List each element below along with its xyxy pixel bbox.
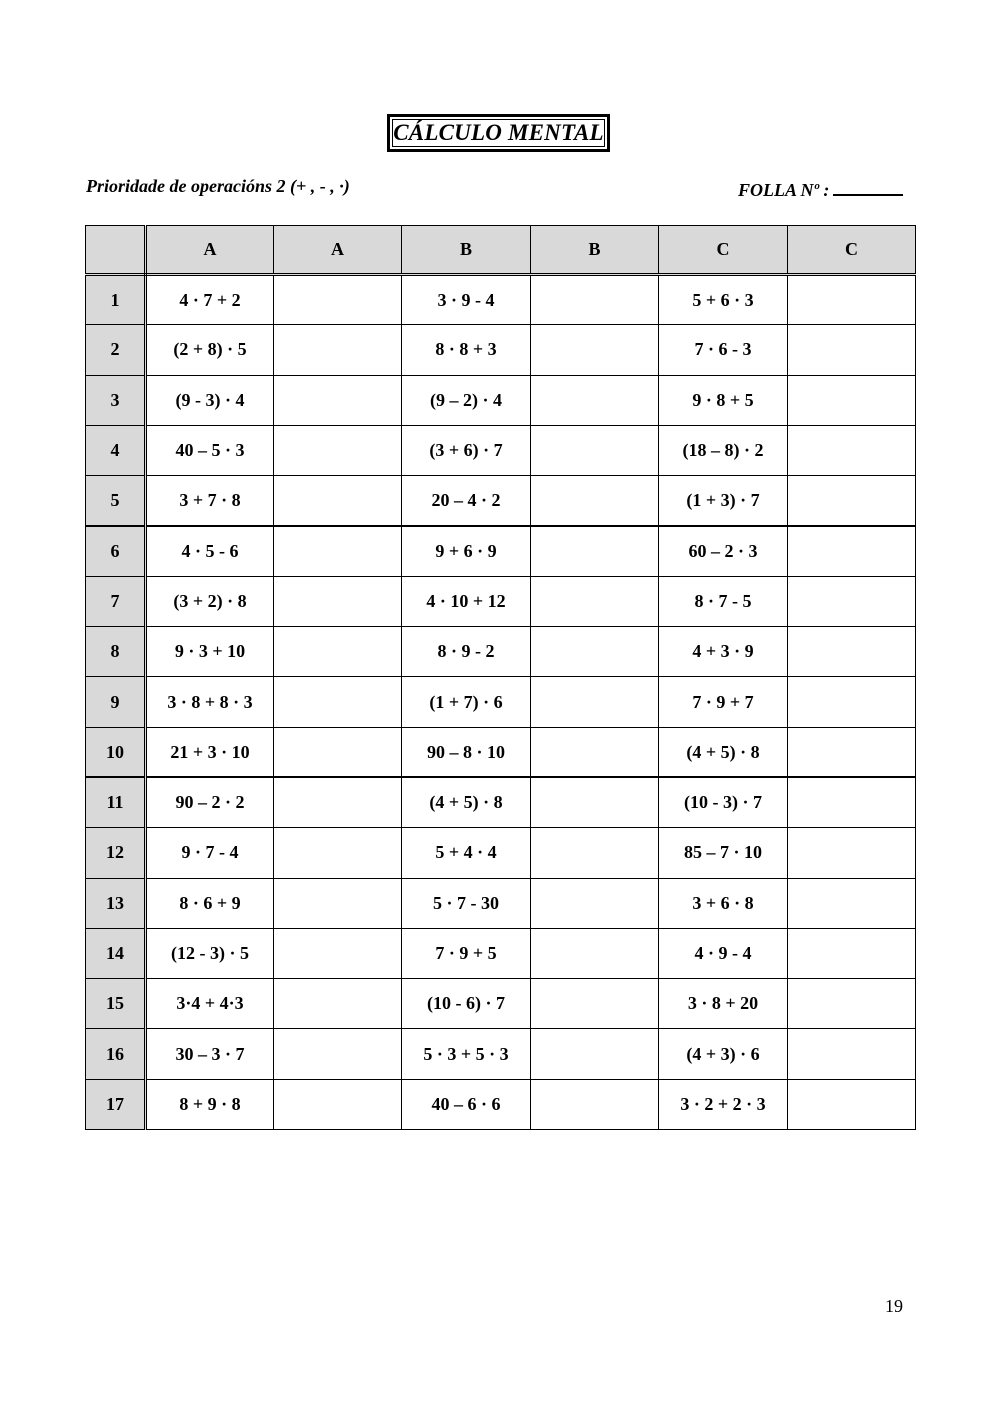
answer-c[interactable] <box>788 1079 916 1129</box>
expression-b: 20 – 4 · 2 <box>402 476 531 526</box>
table-row <box>86 375 916 425</box>
expression-c: 9 · 8 + 5 <box>659 375 788 425</box>
answer-a[interactable] <box>274 979 402 1029</box>
answer-b[interactable] <box>531 576 659 626</box>
answer-a[interactable] <box>274 425 402 475</box>
answer-c[interactable] <box>788 1029 916 1079</box>
table-row <box>86 1079 916 1129</box>
header-row <box>86 226 916 275</box>
row-number: 16 <box>86 1029 146 1079</box>
answer-a[interactable] <box>274 275 402 325</box>
answer-c[interactable] <box>788 878 916 928</box>
table-row <box>86 777 916 827</box>
worksheet-subtitle: Prioridade de operacións 2 (+ , - , ·) <box>86 176 350 196</box>
expression-a: 8 · 6 + 9 <box>146 878 274 928</box>
answer-c[interactable] <box>788 576 916 626</box>
expression-c: (1 + 3) · 7 <box>659 476 788 526</box>
row-number: 8 <box>86 627 146 677</box>
expression-b: 5 · 7 - 30 <box>402 878 531 928</box>
expression-b: (10 - 6) · 7 <box>402 979 531 1029</box>
answer-a[interactable] <box>274 375 402 425</box>
page-title: CÁLCULO MENTAL <box>393 120 604 145</box>
expression-a: 3 · 8 + 8 · 3 <box>146 677 274 727</box>
row-number: 7 <box>86 576 146 626</box>
answer-b[interactable] <box>531 425 659 475</box>
answer-c[interactable] <box>788 828 916 878</box>
row-number: 5 <box>86 476 146 526</box>
expression-a: 4 · 5 - 6 <box>146 526 274 576</box>
answer-a[interactable] <box>274 325 402 375</box>
expression-a: 9 · 7 - 4 <box>146 828 274 878</box>
answer-b[interactable] <box>531 1029 659 1079</box>
expression-b: 40 – 6 · 6 <box>402 1079 531 1129</box>
table-row <box>86 878 916 928</box>
table-row <box>86 928 916 978</box>
expression-a: 90 – 2 · 2 <box>146 777 274 827</box>
row-number: 6 <box>86 526 146 576</box>
row-number: 4 <box>86 425 146 475</box>
answer-c[interactable] <box>788 979 916 1029</box>
column-header-c-answer: C <box>788 226 916 275</box>
answer-b[interactable] <box>531 275 659 325</box>
sheet-number-label: FOLLA Nº : <box>738 180 830 200</box>
answer-c[interactable] <box>788 627 916 677</box>
answer-b[interactable] <box>531 627 659 677</box>
expression-c: 7 · 9 + 7 <box>659 677 788 727</box>
expression-b: (1 + 7) · 6 <box>402 677 531 727</box>
answer-a[interactable] <box>274 828 402 878</box>
table-row <box>86 275 916 325</box>
column-header-a: A <box>146 226 274 275</box>
answer-b[interactable] <box>531 1079 659 1129</box>
expression-a: 3 + 7 · 8 <box>146 476 274 526</box>
expression-b: 3 · 9 - 4 <box>402 275 531 325</box>
expression-c: 85 – 7 · 10 <box>659 828 788 878</box>
table-row <box>86 677 916 727</box>
expression-b: (4 + 5) · 8 <box>402 777 531 827</box>
expression-c: 60 – 2 · 3 <box>659 526 788 576</box>
answer-a[interactable] <box>274 526 402 576</box>
answer-c[interactable] <box>788 375 916 425</box>
expression-c: 4 + 3 · 9 <box>659 627 788 677</box>
answer-b[interactable] <box>531 878 659 928</box>
expression-a: 21 + 3 · 10 <box>146 727 274 777</box>
expression-a: 9 · 3 + 10 <box>146 627 274 677</box>
answer-b[interactable] <box>531 979 659 1029</box>
answer-b[interactable] <box>531 325 659 375</box>
answer-a[interactable] <box>274 1029 402 1079</box>
expression-c: 5 + 6 · 3 <box>659 275 788 325</box>
answer-a[interactable] <box>274 1079 402 1129</box>
answer-c[interactable] <box>788 425 916 475</box>
expression-b: (9 – 2) · 4 <box>402 375 531 425</box>
title-box <box>387 114 610 152</box>
answer-b[interactable] <box>531 777 659 827</box>
answer-b[interactable] <box>531 526 659 576</box>
expression-c: 3 · 8 + 20 <box>659 979 788 1029</box>
expression-b: 8 · 9 - 2 <box>402 627 531 677</box>
expression-b: 90 – 8 · 10 <box>402 727 531 777</box>
answer-a[interactable] <box>274 627 402 677</box>
exercise-table <box>85 225 916 1130</box>
answer-a[interactable] <box>274 777 402 827</box>
answer-c[interactable] <box>788 928 916 978</box>
row-number: 15 <box>86 979 146 1029</box>
table-row <box>86 476 916 526</box>
expression-a: (2 + 8) · 5 <box>146 325 274 375</box>
answer-c[interactable] <box>788 526 916 576</box>
expression-a: (12 - 3) · 5 <box>146 928 274 978</box>
row-number: 12 <box>86 828 146 878</box>
expression-b: 9 + 6 · 9 <box>402 526 531 576</box>
row-number: 11 <box>86 777 146 827</box>
expression-b: 4 · 10 + 12 <box>402 576 531 626</box>
row-number: 1 <box>86 275 146 325</box>
answer-b[interactable] <box>531 828 659 878</box>
header-corner <box>86 226 146 275</box>
column-header-c: C <box>659 226 788 275</box>
answer-a[interactable] <box>274 476 402 526</box>
page-number: 19 <box>885 1296 903 1316</box>
row-number: 2 <box>86 325 146 375</box>
expression-b: 5 · 3 + 5 · 3 <box>402 1029 531 1079</box>
table-row <box>86 325 916 375</box>
answer-a[interactable] <box>274 576 402 626</box>
table-row <box>86 425 916 475</box>
table-row <box>86 526 916 576</box>
table-row <box>86 627 916 677</box>
expression-a: 40 – 5 · 3 <box>146 425 274 475</box>
answer-b[interactable] <box>531 375 659 425</box>
answer-c[interactable] <box>788 727 916 777</box>
row-number: 10 <box>86 727 146 777</box>
table-row <box>86 1029 916 1079</box>
table-row <box>86 576 916 626</box>
expression-c: 3 · 2 + 2 · 3 <box>659 1079 788 1129</box>
expression-a: 3·4 + 4·3 <box>146 979 274 1029</box>
table-row <box>86 727 916 777</box>
expression-a: 8 + 9 · 8 <box>146 1079 274 1129</box>
expression-b: (3 + 6) · 7 <box>402 425 531 475</box>
expression-c: 4 · 9 - 4 <box>659 928 788 978</box>
row-number: 17 <box>86 1079 146 1129</box>
expression-b: 5 + 4 · 4 <box>402 828 531 878</box>
table-row <box>86 979 916 1029</box>
expression-a: 4 · 7 + 2 <box>146 275 274 325</box>
expression-c: (4 + 5) · 8 <box>659 727 788 777</box>
row-number: 3 <box>86 375 146 425</box>
column-header-b-answer: B <box>531 226 659 275</box>
expression-c: 8 · 7 - 5 <box>659 576 788 626</box>
exercise-rows <box>86 275 916 1130</box>
answer-b[interactable] <box>531 476 659 526</box>
answer-c[interactable] <box>788 677 916 727</box>
sheet-number-field <box>738 176 903 201</box>
row-number: 9 <box>86 677 146 727</box>
answer-a[interactable] <box>274 878 402 928</box>
expression-c: (4 + 3) · 6 <box>659 1029 788 1079</box>
answer-b[interactable] <box>531 727 659 777</box>
answer-b[interactable] <box>531 928 659 978</box>
answer-a[interactable] <box>274 677 402 727</box>
expression-b: 7 · 9 + 5 <box>402 928 531 978</box>
row-number: 14 <box>86 928 146 978</box>
column-header-b: B <box>402 226 531 275</box>
row-number: 13 <box>86 878 146 928</box>
sheet-number-blank[interactable] <box>833 176 903 196</box>
expression-c: (18 – 8) · 2 <box>659 425 788 475</box>
expression-b: 8 · 8 + 3 <box>402 325 531 375</box>
expression-c: 3 + 6 · 8 <box>659 878 788 928</box>
column-header-a-answer: A <box>274 226 402 275</box>
answer-c[interactable] <box>788 325 916 375</box>
answer-c[interactable] <box>788 476 916 526</box>
answer-c[interactable] <box>788 777 916 827</box>
expression-c: 7 · 6 - 3 <box>659 325 788 375</box>
expression-c: (10 - 3) · 7 <box>659 777 788 827</box>
answer-b[interactable] <box>531 677 659 727</box>
answer-a[interactable] <box>274 928 402 978</box>
answer-c[interactable] <box>788 275 916 325</box>
expression-a: (3 + 2) · 8 <box>146 576 274 626</box>
table-row <box>86 828 916 878</box>
expression-a: 30 – 3 · 7 <box>146 1029 274 1079</box>
expression-a: (9 - 3) · 4 <box>146 375 274 425</box>
answer-a[interactable] <box>274 727 402 777</box>
